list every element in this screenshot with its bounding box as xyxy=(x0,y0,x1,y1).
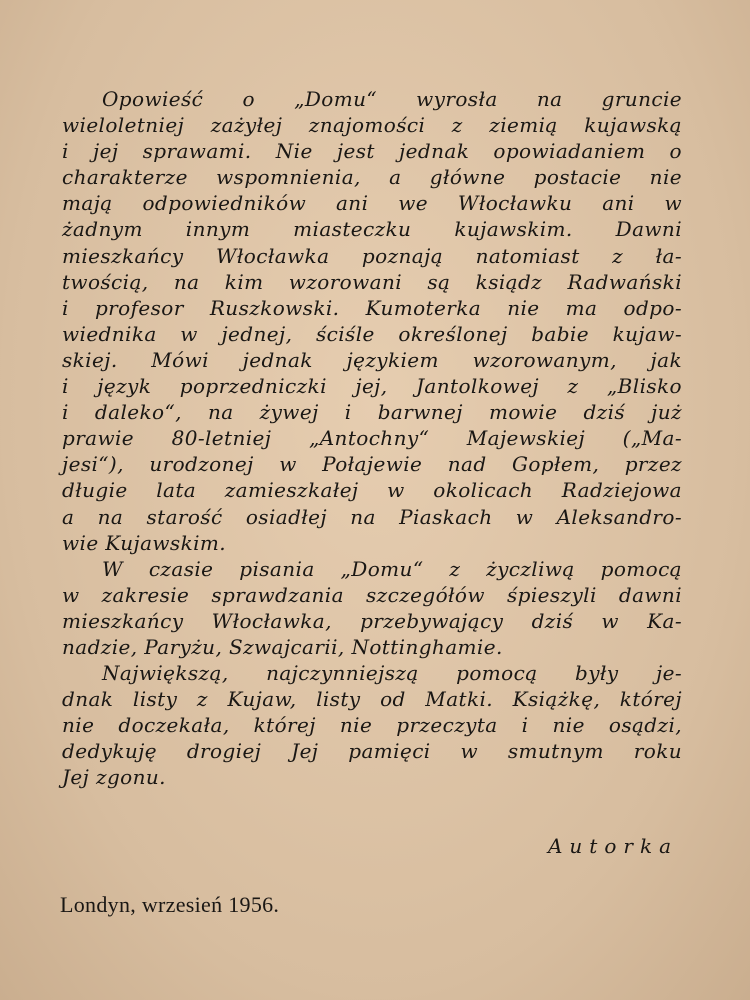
author-signature: Autorka xyxy=(547,834,678,858)
preface-text xyxy=(62,86,682,791)
text-line: nie doczekała, której nie przeczyta i nie osądzi, xyxy=(62,713,682,738)
paragraph-3 xyxy=(62,660,682,790)
text-line: a na starość osiadłej na Piaskach w Aleksandro- xyxy=(62,504,682,529)
text-line: jesi“), urodzonej w Połajewie nad Gopłem, przez xyxy=(62,452,682,477)
text-line: i profesor Ruszkowski. Kumoterka nie ma odpo- xyxy=(62,295,682,320)
text-line: charakterze wspomnienia, a główne postacie nie xyxy=(62,165,682,190)
text-line: i język poprzedniczki jej, Jantolkowej z „Blisko xyxy=(62,374,682,399)
text-line: skiej. Mówi jednak językiem wzorowanym, jak xyxy=(62,347,682,372)
text-line: i daleko“, na żywej i barwnej mowie dziś już xyxy=(62,400,682,425)
text-line: żadnym innym miasteczku kujawskim. Dawni xyxy=(62,217,682,242)
text-line: wieloletniej zażyłej znajomości z ziemią kujawską xyxy=(62,113,682,138)
text-line: mieszkańcy Włocławka, przebywający dziś w Ka- xyxy=(62,608,682,633)
text-line: dnak listy z Kujaw, listy od Matki. Książkę, której xyxy=(62,687,682,712)
text-line: w zakresie sprawdzania szczegółów śpieszyli dawni xyxy=(62,582,682,607)
text-line: twością, na kim wzorowani są ksiądz Radwański xyxy=(62,269,682,294)
text-line: W czasie pisania „Domu“ z życzliwą pomocą xyxy=(102,556,682,581)
text-line: dedykuję drogiej Jej pamięci w smutnym roku xyxy=(62,739,682,764)
text-line: Opowieść o „Domu“ wyrosła na gruncie xyxy=(102,87,682,111)
paragraph-1 xyxy=(62,86,682,556)
text-line: mieszkańcy Włocławka poznają natomiast z ła- xyxy=(62,243,682,268)
text-line: wiednika w jednej, ściśle określonej babie kujaw- xyxy=(62,321,682,346)
text-line: prawie 80-letniej „Antochny“ Majewskiej („Ma- xyxy=(62,426,682,451)
text-line: długie lata zamieszkałej w okolicach Radziejowa xyxy=(62,478,682,503)
paragraph-2 xyxy=(62,556,682,660)
text-line: Jej zgonu. xyxy=(62,765,166,790)
text-line: wie Kujawskim. xyxy=(62,530,227,555)
text-line: i jej sprawami. Nie jest jednak opowiadaniem o xyxy=(62,139,682,164)
text-line: Największą, najczynniejszą pomocą były je- xyxy=(102,661,682,686)
text-line: mają odpowiedników ani we Włocławku ani w xyxy=(62,191,682,216)
place-date-line: Londyn, wrzesień 1956. xyxy=(60,892,280,917)
text-line: nadzie, Paryżu, Szwajcarii, Nottinghamie. xyxy=(62,634,503,659)
